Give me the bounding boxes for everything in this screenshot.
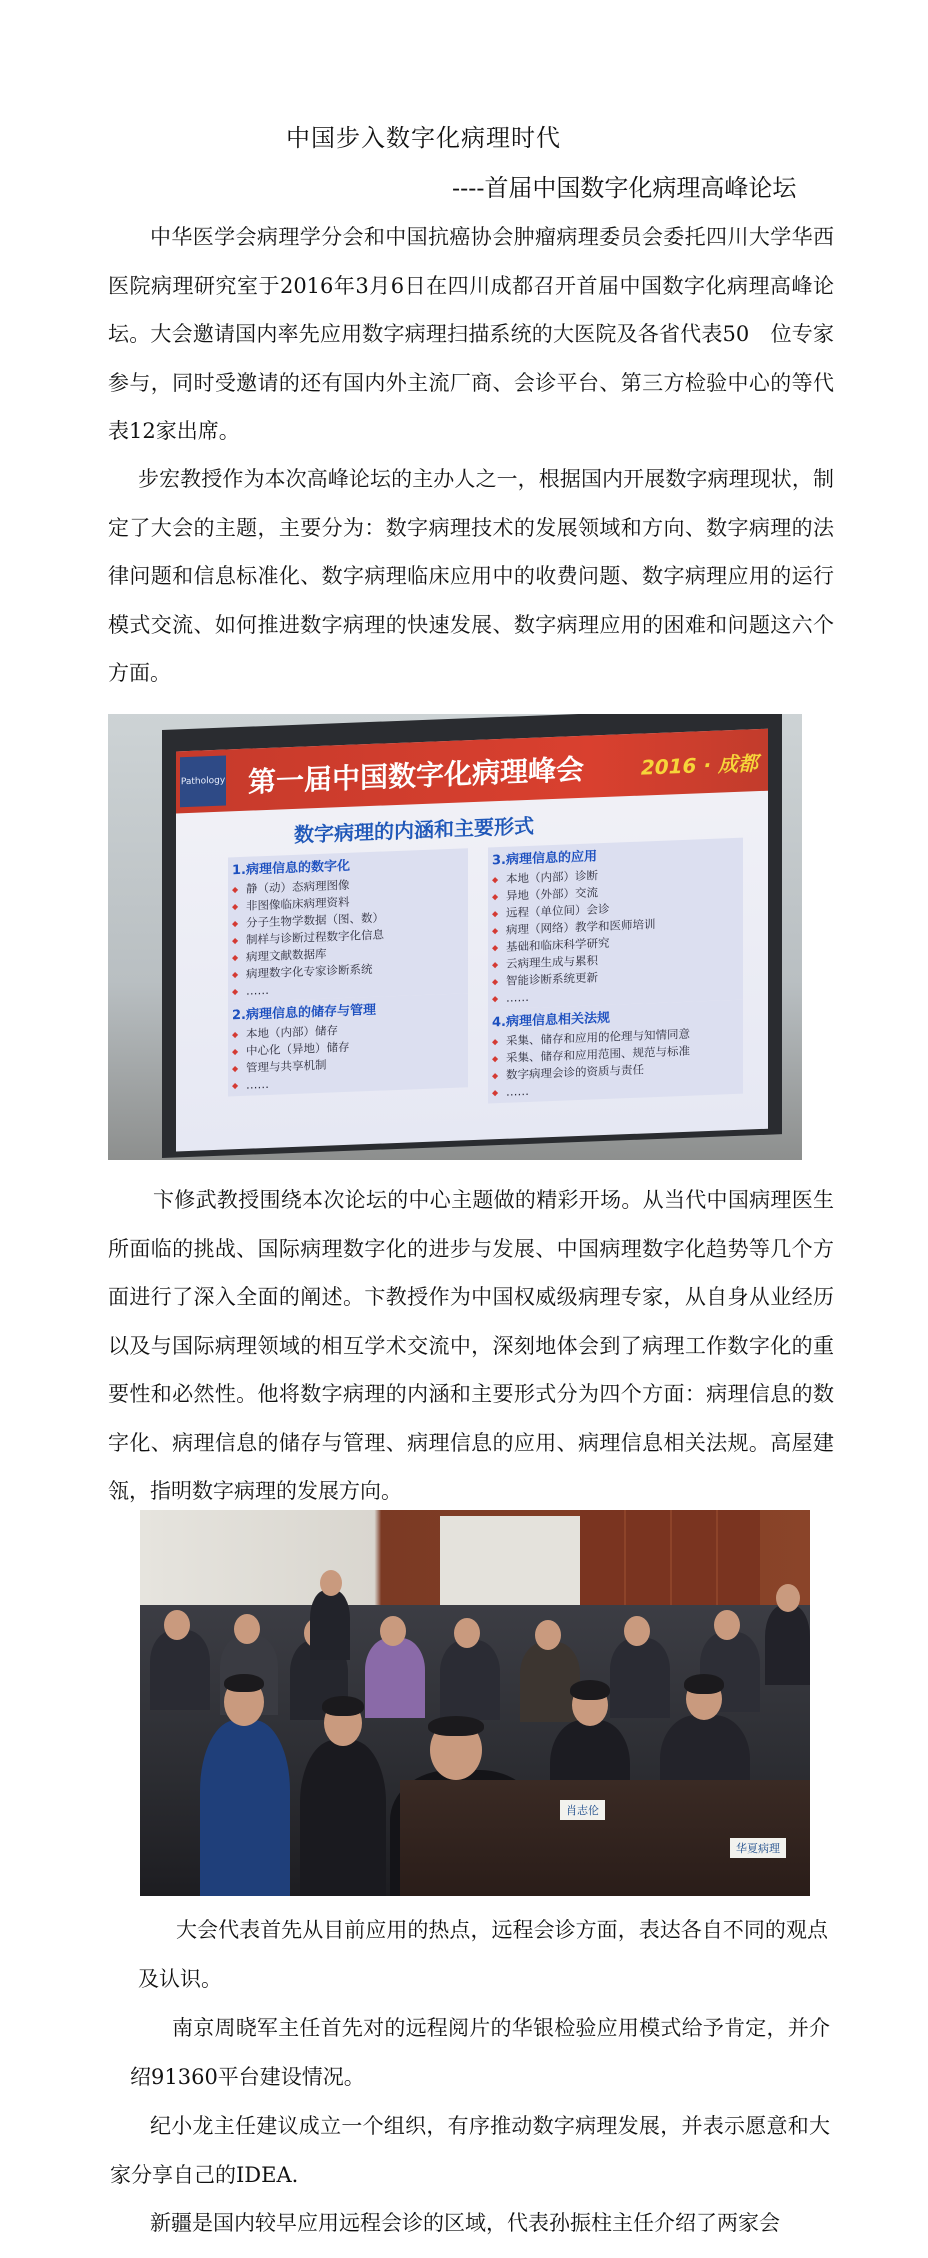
slide-item: ◆ 本地（内部）诊断 bbox=[492, 862, 739, 888]
slide-item: ◆ 静（动）态病理图像 bbox=[232, 872, 464, 898]
slide-item: ◆ …… bbox=[492, 981, 739, 1007]
slide-section-title: 1.病理信息的数字化 bbox=[232, 858, 350, 879]
slide-item: ◆ 云病理生成与累积 bbox=[492, 947, 739, 973]
meeting-room-window bbox=[440, 1516, 590, 1616]
attendee-hair bbox=[428, 1716, 484, 1736]
attendee-standing bbox=[310, 1590, 350, 1660]
slide-item: ◆ 智能诊断系统更新 bbox=[492, 964, 739, 990]
slide-item: ◆ 非图像临床病理资料 bbox=[232, 889, 464, 915]
paragraph-bian-xiuwu: 卞修武教授围绕本次论坛的中心主题做的精彩开场。从当代中国病理医生所面临的挑战、国际病理数字化的进步与发展、中国病理数字化趋势等几个方面进行了深入全面的阐述。卞教授作为中国权威级病理专家，从自身从业经历以及与国际病理领域的相互学术交流中，深刻地体会到了病理工作数字化的重要性和必然性。他将数字病理的内涵和主要形式分为四个方面：病理信息的数字化、病理信息的储存与管理、病理信息的应用、病理信息相关法规。高屋建瓴，指明数字病理的发展方向。 bbox=[108, 1188, 834, 1503]
attendee-head bbox=[164, 1610, 190, 1640]
attendee-head bbox=[380, 1616, 406, 1646]
slide-section-title: 4.病理信息相关法规 bbox=[492, 1010, 610, 1031]
slide-item: ◆ 采集、储存和应用的伦理与知情同意 bbox=[492, 1024, 739, 1050]
slide-item: ◆ …… bbox=[492, 1075, 739, 1101]
slide-heading: 数字病理的内涵和主要形式 bbox=[294, 813, 534, 847]
slide-section-box bbox=[488, 838, 743, 1010]
slide-item: ◆ 异地（外部）交流 bbox=[492, 879, 739, 905]
attendee bbox=[520, 1642, 580, 1722]
presentation-slide bbox=[176, 729, 768, 1152]
slide-section-box bbox=[488, 1000, 743, 1104]
slide-item: ◆ 本地（内部）储存 bbox=[232, 1017, 464, 1043]
paragraph-intro: 中华医学会病理学分会和中国抗癌协会肿瘤病理委员会委托四川大学华西医院病理研究室于2016年3月6日在四川成都召开首届中国数字化病理高峰论坛。大会邀请国内率先应用数字病理扫描系统的大医院及各省代表50 位专家参与，同时受邀请的还有国内外主流厂商、会诊平台、第三方检验中心的等代表12家出席。 bbox=[108, 225, 834, 443]
paragraph-zhou-xiaojun: 南京周晓军主任首先对的远程阅片的华银检验应用模式给予肯定，并介绍91360平台建设情况。 bbox=[130, 2016, 830, 2089]
slide-photo bbox=[108, 714, 802, 1160]
attendee bbox=[610, 1638, 670, 1718]
article-title: 中国步入数字化病理时代 bbox=[286, 124, 561, 152]
slide-banner bbox=[176, 729, 768, 814]
slide-item: ◆ 中心化（异地）储存 bbox=[232, 1034, 464, 1060]
slide-item: ◆ 管理与共享机制 bbox=[232, 1051, 464, 1077]
attendee-blue-suit bbox=[200, 1720, 290, 1896]
slide-item: ◆ 病理数字化专家诊断系统 bbox=[232, 957, 464, 983]
attendee-head bbox=[234, 1614, 260, 1644]
paragraph-remote-consultation: 大会代表首先从目前应用的热点，远程会诊方面，表达各自不同的观点及认识。 bbox=[138, 1918, 828, 1991]
paragraph-bu-hong: 步宏教授作为本次高峰论坛的主办人之一，根据国内开展数字病理现状，制定了大会的主题，主要分为：数字病理技术的发展领域和方向、数字病理的法律问题和信息标准化、数字病理临床应用中的收费问题、数字病理应用的运行模式交流、如何推进数字病理的快速发展、数字病理应用的困难和问题这六个方面。 bbox=[108, 467, 834, 685]
nameplate: 肖志伦 bbox=[560, 1800, 605, 1820]
slide-section-box bbox=[228, 993, 468, 1096]
attendee-hair bbox=[322, 1696, 364, 1716]
attendee-head bbox=[454, 1618, 480, 1648]
paragraph-xinjiang: 新疆是国内较早应用远程会诊的区域，代表孙振柱主任介绍了两家会 bbox=[150, 2211, 780, 2235]
slide-section-box bbox=[228, 848, 468, 1002]
slide-item: ◆ 远程（单位间）会诊 bbox=[492, 896, 739, 922]
slide-banner-date: 2016 · 成都 bbox=[640, 751, 758, 780]
slide-section-title: 2.病理信息的储存与管理 bbox=[232, 1002, 376, 1024]
slide-left-column bbox=[228, 848, 468, 1096]
paragraph-ji-xiaolong: 纪小龙主任建议成立一个组织，有序推动数字病理发展，并表示愿意和大家分享自己的IDEA. bbox=[110, 2114, 830, 2187]
slide-item: ◆ 基础和临床科学研究 bbox=[492, 930, 739, 956]
meeting-photo bbox=[140, 1510, 810, 1896]
attendee bbox=[300, 1740, 386, 1896]
attendee-head bbox=[714, 1610, 740, 1640]
attendee-head bbox=[320, 1570, 342, 1596]
slide-item: ◆ 制样与诊断过程数字化信息 bbox=[232, 923, 464, 949]
meeting-room-wood-panel bbox=[580, 1510, 760, 1620]
attendee bbox=[365, 1638, 425, 1718]
article-subtitle: ----首届中国数字化病理高峰论坛 bbox=[452, 174, 797, 202]
attendee-head bbox=[776, 1584, 800, 1612]
attendee bbox=[440, 1640, 500, 1720]
slide-section-title: 3.病理信息的应用 bbox=[492, 849, 597, 869]
attendee-hair bbox=[684, 1674, 724, 1694]
slide-item: ◆ 病理（网络）教学和医师培训 bbox=[492, 913, 739, 939]
slide-item: ◆ 分子生物学数据（图、数） bbox=[232, 906, 464, 932]
slide-item: ◆ …… bbox=[232, 1068, 464, 1094]
attendee-hair bbox=[224, 1674, 264, 1692]
attendee bbox=[150, 1630, 210, 1710]
pathology-logo: Pathology bbox=[180, 756, 226, 808]
attendee-head bbox=[624, 1616, 650, 1646]
attendee-standing bbox=[765, 1605, 810, 1685]
nameplate: 华夏病理 bbox=[730, 1838, 786, 1858]
attendee-head bbox=[535, 1620, 561, 1650]
slide-item: ◆ 采集、储存和应用范围、规范与标准 bbox=[492, 1041, 739, 1067]
slide-item: ◆ 病理文献数据库 bbox=[232, 940, 464, 966]
slide-banner-title: 第一届中国数字化病理峰会 bbox=[248, 752, 585, 799]
projection-screen bbox=[162, 714, 782, 1158]
attendee-hair bbox=[570, 1680, 610, 1700]
slide-item: ◆ …… bbox=[232, 974, 464, 1000]
slide-item: ◆ 数字病理会诊的资质与责任 bbox=[492, 1058, 739, 1084]
slide-right-column bbox=[488, 838, 743, 1104]
